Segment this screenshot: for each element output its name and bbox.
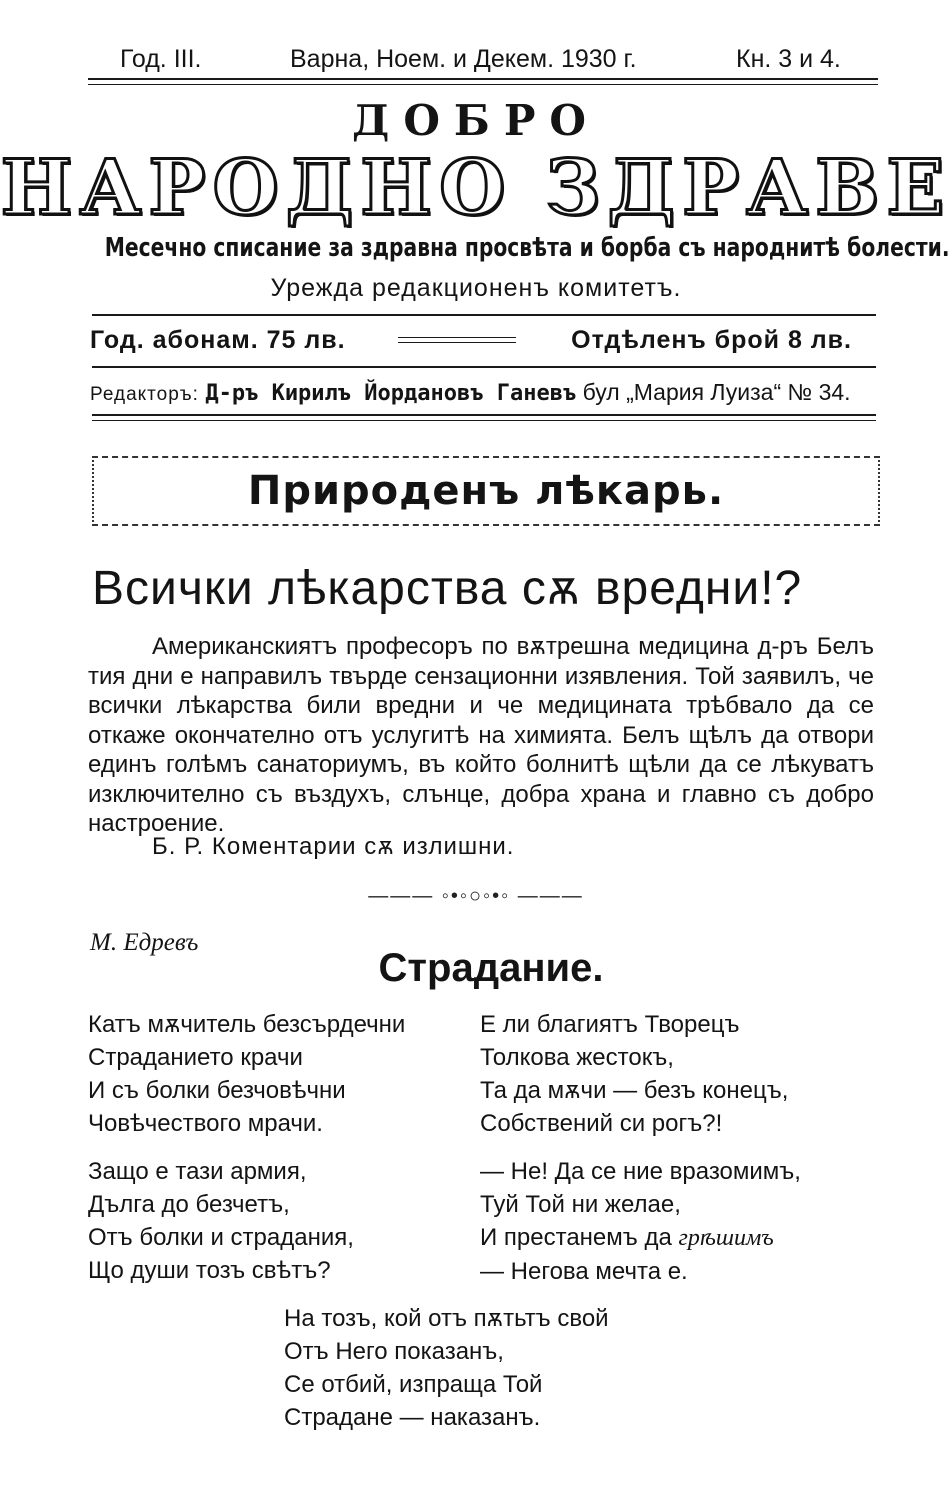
stanza-3	[284, 1302, 609, 1434]
article-paragraph: Американскиятъ професоръ по вѫтрешна медицина д-ръ Белъ тия дни е направилъ твърде сензационни изявления. Той заявилъ, че всички лѣкарства били вредни и че медицината трѣбвало да се откаже окончателно отъ услугитѣ на химията. Белъ щѣлъ да отвори единъ голѣмъ санаториумъ, въ който болнитѣ щѣли да се лѣкуватъ изключително съ въздухъ, слънце, добра храна и главно съ добро настроение.	[88, 633, 874, 837]
poem-line-text: И престанемъ да	[480, 1224, 679, 1251]
poem-line: Отъ Него показанъ,	[284, 1338, 504, 1365]
year-label: Год. III.	[120, 45, 202, 73]
poem-line: Та да мѫчи — безъ конецъ,	[480, 1077, 789, 1104]
editor-label: Редакторъ:	[90, 384, 199, 405]
poem-line: Що души тозъ свѣтъ?	[88, 1257, 331, 1284]
stanza-2-left	[88, 1155, 354, 1287]
stanza-1-left	[88, 1008, 405, 1140]
article-body	[88, 632, 874, 839]
poem-line: И съ болки безчовѣчни	[88, 1077, 346, 1104]
poem-line: Толкова жестокъ,	[480, 1044, 674, 1071]
editor-line	[90, 377, 851, 410]
prices-rule-bottom	[92, 366, 876, 368]
editor-rule-1	[92, 414, 876, 416]
stanza-2-right	[480, 1155, 801, 1288]
poem-line: Човѣчествого мрачи.	[88, 1110, 323, 1137]
section-frame	[92, 456, 880, 526]
poem-line: — Негова мечта е.	[480, 1258, 688, 1285]
masthead-subtitle: Месечно списание за здравна просвѣта и борба съ народнитѣ болести.	[104, 233, 950, 263]
stanza-1-right	[480, 1008, 788, 1140]
section-ornament: ——— ◦•◦○◦•◦ ———	[368, 885, 584, 907]
single-issue-price: Отдѣленъ брой 8 лв.	[571, 326, 852, 354]
masthead-small-title: ДОБРО	[352, 96, 600, 145]
poem-line: — Не! Да се ние вразомимъ,	[480, 1158, 801, 1185]
price-divider-1	[398, 337, 516, 338]
subscription-price: Год. абонам. 75 лв.	[90, 326, 346, 354]
poem-line: Туй Той ни желае,	[480, 1191, 681, 1218]
poem-line-italic-word: грѣшимъ	[678, 1225, 774, 1251]
poem-line: Защо е тази армия,	[88, 1158, 307, 1185]
poem-line: Е ли благиятъ Творецъ	[480, 1011, 740, 1038]
poem-line: Катъ мѫчитель безсърдечни	[88, 1011, 406, 1038]
poem-line: На тозъ, кой отъ пѫтьтъ свой	[284, 1305, 609, 1332]
poem-line: Дълга до безчетъ,	[88, 1191, 290, 1218]
price-divider-2	[398, 342, 516, 343]
book-number: Кн. 3 и 4.	[736, 45, 841, 73]
header-rule-bottom	[88, 84, 878, 85]
poem-line: Собствений си рогъ?!	[480, 1110, 723, 1137]
poem-title: Страдание.	[378, 946, 604, 990]
committee-line: Урежда редакционенъ комитетъ.	[270, 274, 682, 302]
poem-line: Отъ болки и страдания,	[88, 1224, 354, 1251]
article-title: Всички лѣкарства сѫ вредни!?	[92, 562, 803, 615]
place-date: Варна, Ноем. и Декем. 1930 г.	[290, 45, 637, 73]
editor-rule-2	[92, 420, 876, 421]
prices-rule-top	[92, 314, 876, 316]
editor-address: бул „Мария Луиза“ № 34.	[582, 379, 851, 405]
poem-line: Страданието крачи	[88, 1044, 303, 1071]
header-rule-top	[88, 78, 878, 80]
section-title: Природенъ лѣкарь.	[247, 468, 725, 514]
poem-line: Страдане — наказанъ.	[284, 1404, 541, 1431]
editor-name: Д-ръ Кирилъ Йордановъ Ганевъ	[205, 381, 577, 406]
editorial-note: Б. Р. Коментарии сѫ излишни.	[152, 833, 515, 860]
masthead-title: НАРОДНО ЗДРАВЕ	[0, 143, 952, 232]
poem-author: М. Едревъ	[90, 929, 199, 956]
poem-line	[480, 1221, 801, 1255]
poem-line: Се отбий, изпраща Той	[284, 1371, 543, 1398]
